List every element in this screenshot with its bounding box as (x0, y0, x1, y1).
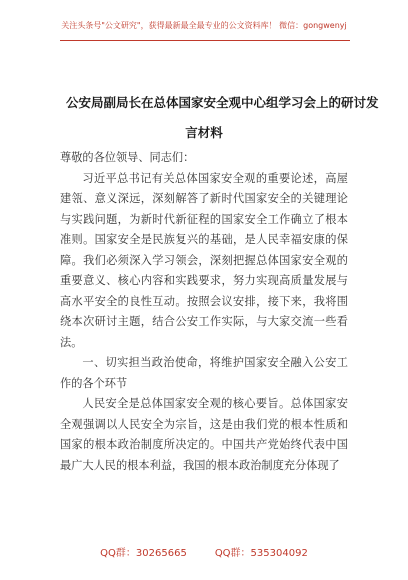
qq-group-2: QQ群：535304092 (214, 548, 308, 559)
qq-group-1: QQ群：30265665 (100, 548, 187, 559)
footer (0, 544, 408, 559)
intro-paragraph: 习近平总书记有关总体国家安全观的重要论述，高屋建瓴、意义深远，深刻解答了新时代国家安全的关键理论与实践问题，为新时代新征程的国家安全工作确立了根本准则。国家安全是民族复兴的基础，是人民幸福安康的保障。我们必须深入学习领会，深刻把握总体国家安全观的重要意义、核心内容和实践要求，努力实现高质量发展与高水平安全的良性互动。按照会议安排，接下来，我将围绕本次研讨主题，结合公安工作实际，与大家交流一些看法。 (60, 171, 348, 349)
document-title-line2: 言材料 (185, 125, 223, 140)
section-paragraph: 人民安全是总体国家安全观的核心要旨。总体国家安全观强调以人民安全为宗旨，这是由我们党的根本性质和国家的根本政治制度所决定的。中国共产党始终代表中国最广大人民的根本利益，我国的根本政治制度充分体现了 (60, 397, 348, 472)
document-body (60, 148, 348, 476)
header-divider (60, 40, 350, 41)
document-title-line1: 公安局副局长在总体国家安全观中心组学习会上的研讨发 (66, 95, 379, 110)
promo-header: 关注头条号"公文研究"，获得最新最全最专业的公文资料库！ 微信：gongwenyj (61, 21, 347, 30)
greeting: 尊敬的各位领导、同志们： (60, 151, 195, 164)
section-heading: 一、切实担当政治使命，将维护国家安全融入公安工作的各个环节 (60, 356, 348, 390)
